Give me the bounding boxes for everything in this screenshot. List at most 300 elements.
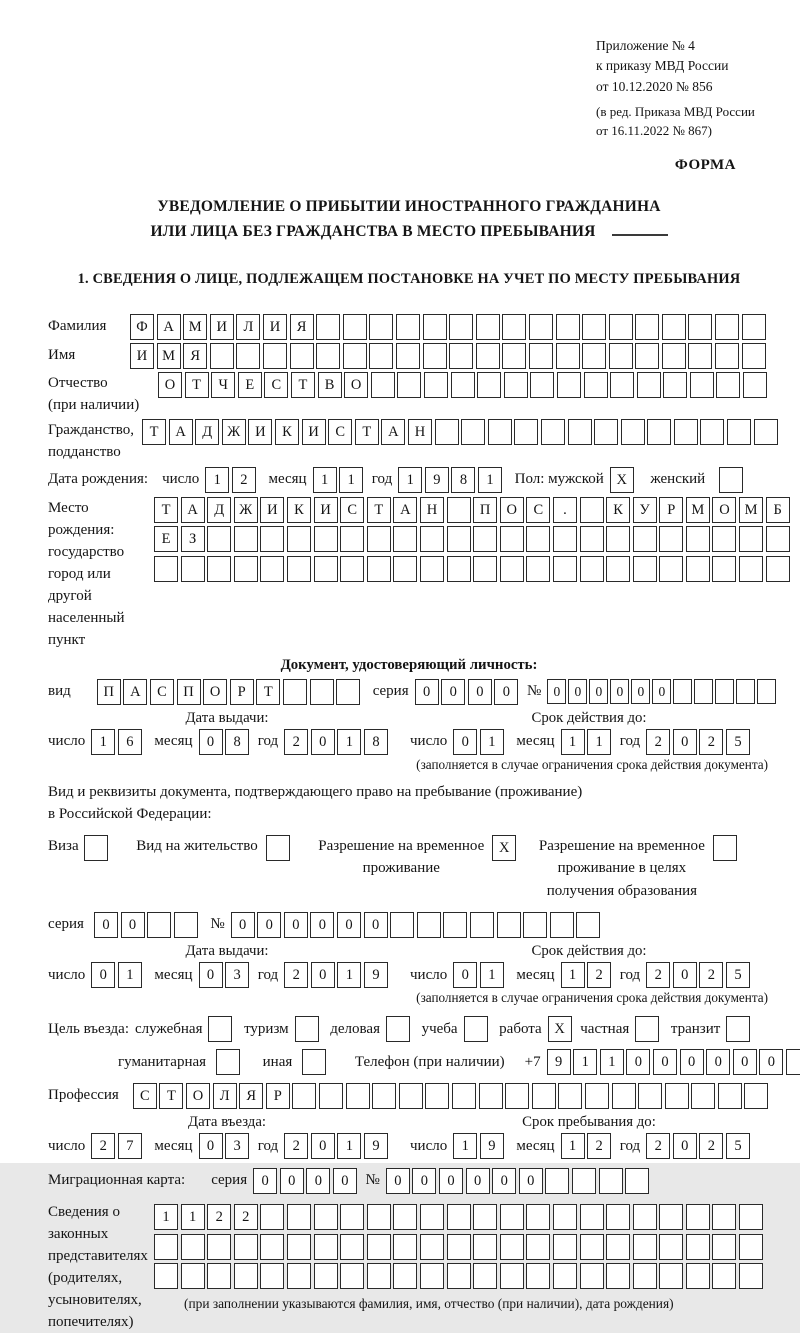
char-cell[interactable] xyxy=(606,526,630,552)
char-cell[interactable] xyxy=(476,314,500,340)
char-cell[interactable]: 3 xyxy=(225,1133,249,1159)
char-cell[interactable]: 2 xyxy=(699,962,723,988)
char-cell[interactable] xyxy=(633,1234,657,1260)
char-cell[interactable]: 8 xyxy=(451,467,475,493)
char-cell[interactable]: 0 xyxy=(386,1168,410,1194)
char-cell[interactable]: О xyxy=(186,1083,210,1109)
char-cell[interactable]: Т xyxy=(291,372,315,398)
char-cell[interactable]: 7 xyxy=(118,1133,142,1159)
char-cell[interactable] xyxy=(340,1234,364,1260)
char-cell[interactable] xyxy=(473,1234,497,1260)
char-cell[interactable]: М xyxy=(739,497,763,523)
char-cell[interactable]: 0 xyxy=(759,1049,783,1075)
char-cell[interactable]: А xyxy=(381,419,405,445)
char-cell[interactable]: 0 xyxy=(280,1168,304,1194)
char-cell[interactable]: 2 xyxy=(284,962,308,988)
char-cell[interactable] xyxy=(744,1083,768,1109)
char-cell[interactable] xyxy=(464,1016,488,1042)
char-cell[interactable]: 9 xyxy=(364,1133,388,1159)
char-cell[interactable]: 1 xyxy=(453,1133,477,1159)
char-cell[interactable]: С xyxy=(264,372,288,398)
char-cell[interactable]: 0 xyxy=(610,679,629,704)
char-cell[interactable]: К xyxy=(287,497,311,523)
char-cell[interactable] xyxy=(742,314,766,340)
char-cell[interactable] xyxy=(260,1204,284,1230)
char-cell[interactable]: 0 xyxy=(310,912,334,938)
char-cell[interactable] xyxy=(504,372,528,398)
char-cell[interactable] xyxy=(234,556,258,582)
char-cell[interactable]: С xyxy=(133,1083,157,1109)
char-cell[interactable]: М xyxy=(686,497,710,523)
char-cell[interactable] xyxy=(147,912,171,938)
char-cell[interactable] xyxy=(713,835,737,861)
char-cell[interactable] xyxy=(580,1204,604,1230)
char-cell[interactable]: И xyxy=(263,314,287,340)
char-cell[interactable] xyxy=(635,314,659,340)
char-cell[interactable] xyxy=(766,556,790,582)
char-cell[interactable]: 1 xyxy=(181,1204,205,1230)
char-cell[interactable]: П xyxy=(177,679,201,705)
char-cell[interactable] xyxy=(443,912,467,938)
char-cell[interactable]: 0 xyxy=(453,962,477,988)
char-cell[interactable] xyxy=(580,1234,604,1260)
char-cell[interactable] xyxy=(553,1234,577,1260)
char-cell[interactable] xyxy=(502,343,526,369)
char-cell[interactable]: И xyxy=(260,497,284,523)
char-cell[interactable] xyxy=(673,679,692,704)
char-cell[interactable]: 1 xyxy=(561,729,585,755)
char-cell[interactable] xyxy=(688,343,712,369)
char-cell[interactable]: 2 xyxy=(234,1204,258,1230)
char-cell[interactable] xyxy=(726,1016,750,1042)
char-cell[interactable]: 0 xyxy=(626,1049,650,1075)
char-cell[interactable] xyxy=(659,556,683,582)
char-cell[interactable]: 0 xyxy=(311,1133,335,1159)
char-cell[interactable] xyxy=(739,1234,763,1260)
char-cell[interactable] xyxy=(447,1263,471,1289)
char-cell[interactable]: М xyxy=(183,314,207,340)
char-cell[interactable]: 1 xyxy=(587,729,611,755)
char-cell[interactable] xyxy=(665,1083,689,1109)
char-cell[interactable]: 1 xyxy=(339,467,363,493)
char-cell[interactable]: Е xyxy=(154,526,178,552)
char-cell[interactable] xyxy=(393,556,417,582)
char-cell[interactable]: Н xyxy=(408,419,432,445)
char-cell[interactable] xyxy=(316,343,340,369)
char-cell[interactable] xyxy=(743,372,767,398)
char-cell[interactable] xyxy=(181,1234,205,1260)
char-cell[interactable] xyxy=(287,556,311,582)
char-cell[interactable] xyxy=(207,556,231,582)
char-cell[interactable]: С xyxy=(328,419,352,445)
char-cell[interactable]: О xyxy=(344,372,368,398)
char-cell[interactable]: 2 xyxy=(232,467,256,493)
char-cell[interactable] xyxy=(557,372,581,398)
char-cell[interactable] xyxy=(739,1263,763,1289)
char-cell[interactable]: Н xyxy=(420,497,444,523)
char-cell[interactable]: Я xyxy=(239,1083,263,1109)
char-cell[interactable] xyxy=(712,1234,736,1260)
char-cell[interactable] xyxy=(659,1204,683,1230)
char-cell[interactable]: 1 xyxy=(337,962,361,988)
char-cell[interactable]: Д xyxy=(207,497,231,523)
char-cell[interactable] xyxy=(553,556,577,582)
char-cell[interactable] xyxy=(625,1168,649,1194)
char-cell[interactable] xyxy=(580,526,604,552)
char-cell[interactable]: 0 xyxy=(441,679,465,705)
char-cell[interactable] xyxy=(766,526,790,552)
char-cell[interactable] xyxy=(500,1204,524,1230)
char-cell[interactable]: 0 xyxy=(547,679,566,704)
char-cell[interactable]: М xyxy=(157,343,181,369)
char-cell[interactable]: Ж xyxy=(234,497,258,523)
char-cell[interactable] xyxy=(154,556,178,582)
char-cell[interactable] xyxy=(582,343,606,369)
char-cell[interactable] xyxy=(556,343,580,369)
char-cell[interactable]: 0 xyxy=(706,1049,730,1075)
char-cell[interactable]: 0 xyxy=(652,679,671,704)
char-cell[interactable] xyxy=(526,526,550,552)
char-cell[interactable] xyxy=(580,1263,604,1289)
char-cell[interactable] xyxy=(553,526,577,552)
char-cell[interactable]: И xyxy=(210,314,234,340)
char-cell[interactable] xyxy=(712,556,736,582)
char-cell[interactable]: 0 xyxy=(589,679,608,704)
char-cell[interactable]: 1 xyxy=(91,729,115,755)
char-cell[interactable]: 8 xyxy=(364,729,388,755)
char-cell[interactable] xyxy=(727,419,751,445)
char-cell[interactable] xyxy=(715,314,739,340)
char-cell[interactable]: 0 xyxy=(121,912,145,938)
char-cell[interactable] xyxy=(295,1016,319,1042)
char-cell[interactable] xyxy=(340,1263,364,1289)
char-cell[interactable]: 2 xyxy=(207,1204,231,1230)
char-cell[interactable] xyxy=(314,1204,338,1230)
char-cell[interactable] xyxy=(287,1204,311,1230)
char-cell[interactable] xyxy=(452,1083,476,1109)
char-cell[interactable] xyxy=(420,1263,444,1289)
char-cell[interactable] xyxy=(556,314,580,340)
char-cell[interactable]: 3 xyxy=(225,962,249,988)
char-cell[interactable] xyxy=(633,1204,657,1230)
char-cell[interactable] xyxy=(553,1204,577,1230)
char-cell[interactable]: 0 xyxy=(333,1168,357,1194)
char-cell[interactable]: 5 xyxy=(726,1133,750,1159)
char-cell[interactable] xyxy=(580,497,604,523)
char-cell[interactable] xyxy=(447,1234,471,1260)
char-cell[interactable]: 0 xyxy=(415,679,439,705)
char-cell[interactable]: И xyxy=(302,419,326,445)
char-cell[interactable] xyxy=(500,1263,524,1289)
char-cell[interactable]: 0 xyxy=(439,1168,463,1194)
char-cell[interactable] xyxy=(500,556,524,582)
char-cell[interactable] xyxy=(526,556,550,582)
char-cell[interactable]: 0 xyxy=(568,679,587,704)
char-cell[interactable]: Р xyxy=(266,1083,290,1109)
char-cell[interactable] xyxy=(447,1204,471,1230)
char-cell[interactable]: 1 xyxy=(337,729,361,755)
char-cell[interactable] xyxy=(686,556,710,582)
char-cell[interactable] xyxy=(340,526,364,552)
char-cell[interactable] xyxy=(529,343,553,369)
char-cell[interactable] xyxy=(633,556,657,582)
char-cell[interactable]: 2 xyxy=(699,729,723,755)
char-cell[interactable] xyxy=(686,526,710,552)
char-cell[interactable] xyxy=(715,343,739,369)
char-cell[interactable]: С xyxy=(340,497,364,523)
char-cell[interactable] xyxy=(367,556,391,582)
char-cell[interactable] xyxy=(314,1263,338,1289)
char-cell[interactable] xyxy=(736,679,755,704)
char-cell[interactable]: 1 xyxy=(561,962,585,988)
char-cell[interactable]: А xyxy=(169,419,193,445)
char-cell[interactable] xyxy=(447,556,471,582)
char-cell[interactable] xyxy=(283,679,307,705)
char-cell[interactable] xyxy=(260,1234,284,1260)
char-cell[interactable] xyxy=(700,419,724,445)
char-cell[interactable] xyxy=(526,1234,550,1260)
char-cell[interactable]: О xyxy=(158,372,182,398)
char-cell[interactable]: 2 xyxy=(91,1133,115,1159)
char-cell[interactable]: 0 xyxy=(231,912,255,938)
char-cell[interactable]: А xyxy=(123,679,147,705)
char-cell[interactable] xyxy=(647,419,671,445)
char-cell[interactable] xyxy=(690,372,714,398)
char-cell[interactable] xyxy=(396,314,420,340)
char-cell[interactable] xyxy=(609,343,633,369)
char-cell[interactable] xyxy=(310,679,334,705)
char-cell[interactable]: 8 xyxy=(225,729,249,755)
char-cell[interactable] xyxy=(234,1263,258,1289)
char-cell[interactable] xyxy=(292,1083,316,1109)
char-cell[interactable]: А xyxy=(393,497,417,523)
char-cell[interactable] xyxy=(420,556,444,582)
char-cell[interactable] xyxy=(529,314,553,340)
char-cell[interactable]: 0 xyxy=(631,679,650,704)
char-cell[interactable] xyxy=(343,314,367,340)
char-cell[interactable]: 1 xyxy=(398,467,422,493)
char-cell[interactable] xyxy=(397,372,421,398)
char-cell[interactable]: В xyxy=(318,372,342,398)
char-cell[interactable] xyxy=(390,912,414,938)
char-cell[interactable]: 0 xyxy=(680,1049,704,1075)
char-cell[interactable]: 1 xyxy=(600,1049,624,1075)
char-cell[interactable]: 2 xyxy=(699,1133,723,1159)
char-cell[interactable] xyxy=(372,1083,396,1109)
char-cell[interactable] xyxy=(424,372,448,398)
char-cell[interactable]: 0 xyxy=(199,962,223,988)
char-cell[interactable] xyxy=(754,419,778,445)
char-cell[interactable] xyxy=(314,556,338,582)
char-cell[interactable]: Ч xyxy=(211,372,235,398)
char-cell[interactable] xyxy=(633,526,657,552)
char-cell[interactable] xyxy=(786,1049,800,1075)
char-cell[interactable]: 2 xyxy=(646,1133,670,1159)
char-cell[interactable]: Д xyxy=(195,419,219,445)
char-cell[interactable] xyxy=(154,1234,178,1260)
char-cell[interactable] xyxy=(207,526,231,552)
char-cell[interactable] xyxy=(260,556,284,582)
char-cell[interactable] xyxy=(266,835,290,861)
char-cell[interactable] xyxy=(367,1234,391,1260)
char-cell[interactable] xyxy=(659,526,683,552)
char-cell[interactable] xyxy=(558,1083,582,1109)
char-cell[interactable]: С xyxy=(526,497,550,523)
char-cell[interactable] xyxy=(599,1168,623,1194)
char-cell[interactable] xyxy=(715,679,734,704)
char-cell[interactable]: 6 xyxy=(118,729,142,755)
char-cell[interactable] xyxy=(343,343,367,369)
char-cell[interactable] xyxy=(638,1083,662,1109)
char-cell[interactable]: 2 xyxy=(646,962,670,988)
char-cell[interactable] xyxy=(739,556,763,582)
char-cell[interactable] xyxy=(287,526,311,552)
char-cell[interactable]: 0 xyxy=(673,1133,697,1159)
char-cell[interactable]: 0 xyxy=(453,729,477,755)
char-cell[interactable]: Ф xyxy=(130,314,154,340)
char-cell[interactable] xyxy=(568,419,592,445)
char-cell[interactable]: 2 xyxy=(587,962,611,988)
char-cell[interactable]: Т xyxy=(159,1083,183,1109)
char-cell[interactable]: О xyxy=(500,497,524,523)
char-cell[interactable] xyxy=(393,1263,417,1289)
char-cell[interactable] xyxy=(290,343,314,369)
char-cell[interactable] xyxy=(371,372,395,398)
char-cell[interactable]: 9 xyxy=(480,1133,504,1159)
char-cell[interactable] xyxy=(662,314,686,340)
char-cell[interactable]: Р xyxy=(230,679,254,705)
char-cell[interactable]: 0 xyxy=(306,1168,330,1194)
char-cell[interactable] xyxy=(606,1263,630,1289)
char-cell[interactable]: 0 xyxy=(412,1168,436,1194)
char-cell[interactable] xyxy=(84,835,108,861)
char-cell[interactable]: З xyxy=(181,526,205,552)
char-cell[interactable] xyxy=(694,679,713,704)
char-cell[interactable]: 1 xyxy=(118,962,142,988)
char-cell[interactable]: Ж xyxy=(222,419,246,445)
char-cell[interactable] xyxy=(635,343,659,369)
char-cell[interactable] xyxy=(526,1204,550,1230)
char-cell[interactable]: Т xyxy=(142,419,166,445)
char-cell[interactable] xyxy=(594,419,618,445)
char-cell[interactable] xyxy=(663,372,687,398)
char-cell[interactable] xyxy=(502,314,526,340)
char-cell[interactable] xyxy=(425,1083,449,1109)
char-cell[interactable] xyxy=(369,343,393,369)
char-cell[interactable]: П xyxy=(97,679,121,705)
char-cell[interactable]: Л xyxy=(213,1083,237,1109)
char-cell[interactable]: Т xyxy=(154,497,178,523)
char-cell[interactable] xyxy=(473,556,497,582)
char-cell[interactable] xyxy=(234,1234,258,1260)
char-cell[interactable] xyxy=(691,1083,715,1109)
char-cell[interactable] xyxy=(393,526,417,552)
char-cell[interactable] xyxy=(545,1168,569,1194)
char-cell[interactable]: П xyxy=(473,497,497,523)
char-cell[interactable]: О xyxy=(203,679,227,705)
char-cell[interactable] xyxy=(346,1083,370,1109)
char-cell[interactable] xyxy=(234,526,258,552)
char-cell[interactable]: 0 xyxy=(364,912,388,938)
char-cell[interactable] xyxy=(479,1083,503,1109)
char-cell[interactable] xyxy=(606,1234,630,1260)
char-cell[interactable] xyxy=(712,1204,736,1230)
char-cell[interactable]: 0 xyxy=(673,729,697,755)
char-cell[interactable]: 0 xyxy=(199,729,223,755)
char-cell[interactable]: Е xyxy=(238,372,262,398)
char-cell[interactable] xyxy=(662,343,686,369)
char-cell[interactable] xyxy=(287,1234,311,1260)
char-cell[interactable] xyxy=(369,314,393,340)
char-cell[interactable] xyxy=(316,314,340,340)
char-cell[interactable] xyxy=(367,1263,391,1289)
char-cell[interactable] xyxy=(207,1234,231,1260)
char-cell[interactable]: 1 xyxy=(313,467,337,493)
char-cell[interactable] xyxy=(447,497,471,523)
char-cell[interactable]: 1 xyxy=(154,1204,178,1230)
char-cell[interactable]: 1 xyxy=(480,962,504,988)
char-cell[interactable] xyxy=(659,1263,683,1289)
char-cell[interactable]: 5 xyxy=(726,962,750,988)
char-cell[interactable] xyxy=(461,419,485,445)
char-cell[interactable]: 0 xyxy=(199,1133,223,1159)
char-cell[interactable]: 0 xyxy=(337,912,361,938)
char-cell[interactable] xyxy=(314,526,338,552)
char-cell[interactable] xyxy=(609,314,633,340)
char-cell[interactable] xyxy=(420,526,444,552)
char-cell[interactable] xyxy=(712,526,736,552)
char-cell[interactable] xyxy=(505,1083,529,1109)
char-cell[interactable] xyxy=(399,1083,423,1109)
char-cell[interactable]: К xyxy=(275,419,299,445)
char-cell[interactable] xyxy=(216,1049,240,1075)
char-cell[interactable] xyxy=(473,1263,497,1289)
char-cell[interactable] xyxy=(532,1083,556,1109)
char-cell[interactable] xyxy=(621,419,645,445)
char-cell[interactable]: 0 xyxy=(494,679,518,705)
char-cell[interactable] xyxy=(263,343,287,369)
char-cell[interactable]: 0 xyxy=(311,962,335,988)
char-cell[interactable] xyxy=(500,1234,524,1260)
char-cell[interactable] xyxy=(584,372,608,398)
char-cell[interactable] xyxy=(739,526,763,552)
char-cell[interactable] xyxy=(686,1263,710,1289)
char-cell[interactable] xyxy=(451,372,475,398)
char-cell[interactable] xyxy=(477,372,501,398)
char-cell[interactable]: И xyxy=(314,497,338,523)
char-cell[interactable]: 2 xyxy=(646,729,670,755)
char-cell[interactable]: Т xyxy=(256,679,280,705)
char-cell[interactable]: 0 xyxy=(492,1168,516,1194)
char-cell[interactable]: 2 xyxy=(284,729,308,755)
char-cell[interactable] xyxy=(367,526,391,552)
char-cell[interactable] xyxy=(386,1016,410,1042)
char-cell[interactable] xyxy=(712,1263,736,1289)
char-cell[interactable] xyxy=(319,1083,343,1109)
char-cell[interactable] xyxy=(576,912,600,938)
char-cell[interactable] xyxy=(396,343,420,369)
char-cell[interactable] xyxy=(420,1204,444,1230)
char-cell[interactable] xyxy=(572,1168,596,1194)
char-cell[interactable]: Б xyxy=(766,497,790,523)
char-cell[interactable] xyxy=(541,419,565,445)
char-cell[interactable] xyxy=(674,419,698,445)
char-cell[interactable] xyxy=(473,1204,497,1230)
char-cell[interactable] xyxy=(208,1016,232,1042)
char-cell[interactable]: 0 xyxy=(257,912,281,938)
char-cell[interactable]: К xyxy=(606,497,630,523)
char-cell[interactable] xyxy=(154,1263,178,1289)
